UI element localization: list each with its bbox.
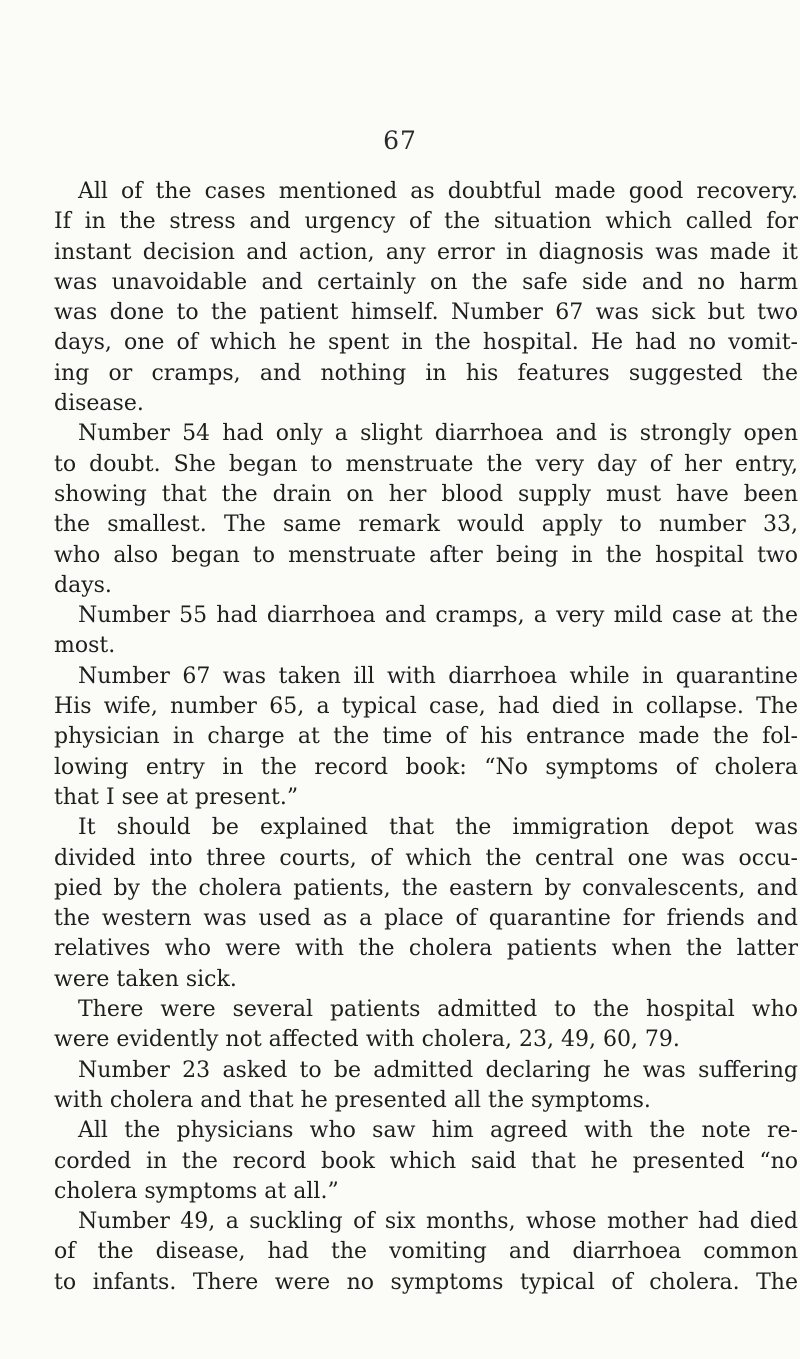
text-line: of the disease, had the vomiting and diarrhoea common — [54, 1239, 798, 1265]
text-line: lowing entry in the record book: “No symptoms of cholera — [54, 754, 798, 780]
paragraph — [54, 813, 798, 995]
text-line: Number 54 had only a slight diarrhoea and is strongly open — [78, 421, 798, 447]
text-line: corded in the record book which said that he presented “no — [54, 1148, 798, 1174]
text-line: that I see at present.” — [54, 784, 299, 810]
paragraph — [54, 662, 798, 813]
text-line: were evidently not affected with cholera, 23, 49, 60, 79. — [54, 1027, 680, 1053]
text-line: the western was used as a place of quarantine for friends and — [54, 906, 798, 932]
text-line: to doubt. She began to menstruate the very day of her entry, — [54, 451, 798, 477]
text-line: most. — [54, 633, 116, 659]
body-text — [54, 177, 798, 1298]
text-line: pied by the cholera patients, the eastern by convalescents, and — [54, 875, 798, 901]
text-line: It should be explained that the immigration depot was — [78, 815, 798, 841]
text-line: disease. — [54, 391, 144, 417]
text-line: Number 49, a suckling of six months, whose mother had died — [78, 1209, 798, 1235]
text-line: divided into three courts, of which the central one was occu- — [54, 845, 798, 871]
paragraph — [54, 419, 798, 601]
text-line: Number 55 had diarrhoea and cramps, a very mild case at the — [78, 603, 798, 629]
text-line: Number 23 asked to be admitted declaring he was suffering — [78, 1057, 798, 1083]
text-line: All of the cases mentioned as doubtful made good recovery. — [78, 179, 798, 204]
text-line: with cholera and that he presented all the symptoms. — [54, 1087, 651, 1113]
paragraph — [54, 601, 798, 662]
paragraph — [54, 995, 798, 1056]
text-line: instant decision and action, any error in diagnosis was made it — [54, 239, 798, 265]
text-line: was unavoidable and certainly on the safe side and no harm — [54, 269, 798, 295]
text-line: All the physicians who saw him agreed with the note re- — [78, 1118, 798, 1144]
paragraph — [54, 1056, 798, 1117]
text-line: to infants. There were no symptoms typical of cholera. The — [54, 1269, 798, 1295]
text-line: showing that the drain on her blood supply must have been — [54, 481, 798, 507]
page-number: 67 — [383, 126, 417, 155]
text-line: relatives who were with the cholera patients when the latter — [54, 936, 798, 962]
text-line: His wife, number 65, a typical case, had died in collapse. The — [54, 694, 798, 720]
text-line: days. — [54, 572, 112, 598]
text-line: who also began to menstruate after being in the hospital two — [54, 542, 798, 568]
paragraph — [54, 1116, 798, 1207]
text-line: days, one of which he spent in the hospital. He had no vomit- — [54, 330, 798, 356]
text-line: cholera symptoms at all.” — [54, 1178, 339, 1204]
text-line: physician in charge at the time of his entrance made the fol- — [54, 724, 798, 750]
text-line: was done to the patient himself. Number 67 was sick but two — [54, 300, 798, 326]
text-line: There were several patients admitted to the hospital who — [78, 997, 798, 1023]
text-line: ing or cramps, and nothing in his features suggested the — [54, 360, 798, 386]
paragraph — [54, 1207, 798, 1298]
paragraph — [54, 177, 798, 419]
text-line: the smallest. The same remark would apply to number 33, — [54, 512, 798, 538]
text-line: If in the stress and urgency of the situation which called for — [54, 209, 798, 235]
text-line: were taken sick. — [54, 966, 237, 992]
text-line: Number 67 was taken ill with diarrhoea while in quarantine — [78, 663, 798, 689]
